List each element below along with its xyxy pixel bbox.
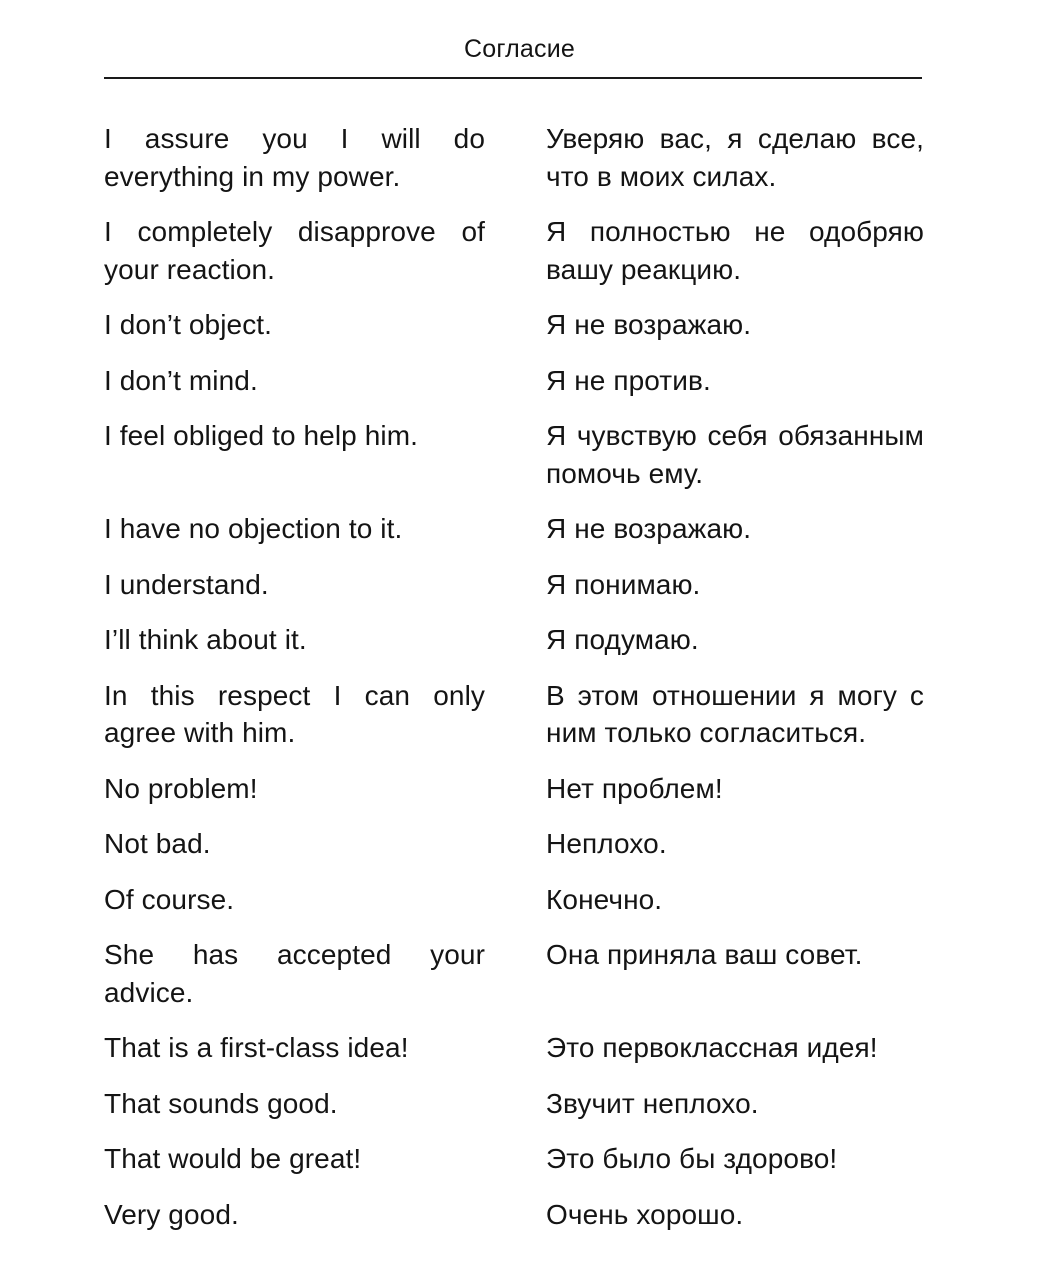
english-phrase: Very good.	[104, 1198, 239, 1230]
russian-translation: Это первоклассная идея!	[546, 1032, 878, 1063]
english-phrase: I have no objection to it.	[104, 513, 403, 544]
phrase-row	[104, 881, 924, 919]
english-phrase: Not bad.	[104, 828, 211, 859]
russian-translation: Звучит неплохо.	[546, 1087, 759, 1119]
title-divider	[104, 77, 922, 79]
russian-translation: Конечно.	[546, 883, 663, 915]
russian-translation: В этом отношении я могу с ним только согласиться.	[546, 679, 924, 748]
phrase-row	[104, 936, 924, 1011]
russian-translation: Уверяю вас, я сделаю все, что в моих силах.	[546, 123, 924, 192]
english-phrase: In this respect I can only agree with him.	[104, 679, 485, 748]
english-phrase: Of course.	[104, 883, 235, 915]
russian-translation: Я полностью не одобряю вашу реакцию.	[546, 216, 924, 285]
phrase-row	[104, 677, 924, 752]
phrase-row	[104, 825, 924, 863]
english-phrase: I assure you I will do everything in my power.	[104, 123, 485, 192]
phrase-row	[104, 566, 924, 604]
english-phrase: I don’t mind.	[104, 364, 258, 396]
phrase-row	[104, 1029, 924, 1067]
english-phrase: That would be great!	[104, 1143, 362, 1174]
phrase-row	[104, 417, 924, 492]
english-phrase: She has accepted your advice.	[104, 939, 485, 1008]
russian-translation: Я не возражаю.	[546, 309, 752, 340]
english-phrase: No problem!	[104, 772, 258, 804]
russian-translation: Я понимаю.	[546, 568, 701, 600]
phrase-row	[104, 306, 924, 344]
phrase-row	[104, 621, 924, 659]
russian-translation: Я чувствую себя обязанным помочь ему.	[546, 420, 924, 489]
phrase-row	[104, 1140, 924, 1178]
russian-translation: Я не возражаю.	[546, 513, 752, 544]
english-phrase: That is a first-class idea!	[104, 1032, 409, 1063]
english-phrase: I understand.	[104, 568, 269, 600]
russian-translation: Я не против.	[546, 364, 711, 396]
russian-translation: Нет проблем!	[546, 772, 723, 804]
phrase-table	[104, 120, 924, 1251]
russian-translation: Это было бы здорово!	[546, 1143, 838, 1174]
phrase-row	[104, 213, 924, 288]
english-phrase: That sounds good.	[104, 1087, 338, 1119]
phrase-row	[104, 362, 924, 400]
page-title: Согласие	[464, 35, 575, 63]
russian-translation: Она приняла ваш совет.	[546, 939, 863, 970]
phrase-row	[104, 510, 924, 548]
phrase-row	[104, 1085, 924, 1123]
phrase-row	[104, 120, 924, 195]
english-phrase: I completely disapprove of your reaction.	[104, 216, 485, 285]
russian-translation: Очень хорошо.	[546, 1198, 744, 1230]
english-phrase: I don’t object.	[104, 309, 273, 340]
phrase-row	[104, 770, 924, 808]
english-phrase: I feel obliged to help him.	[104, 420, 419, 451]
russian-translation: Я подумаю.	[546, 624, 699, 655]
phrase-row	[104, 1196, 924, 1234]
russian-translation: Неплохо.	[546, 828, 667, 859]
english-phrase: I’ll think about it.	[104, 624, 307, 655]
